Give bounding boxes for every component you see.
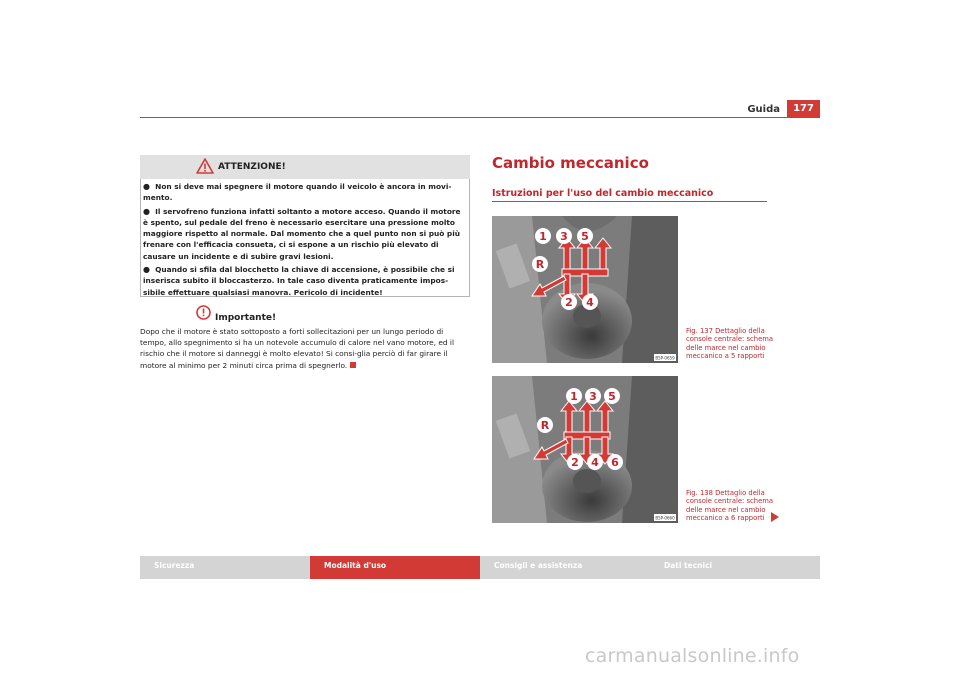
figure-code: B5P-0660 — [655, 515, 675, 521]
gear-label-3: 3 — [560, 230, 568, 243]
tab-consigli-e-assistenza[interactable]: Consigli e assistenza — [480, 556, 650, 579]
gear-label-reverse: R — [535, 258, 545, 271]
figure-caption: Fig. 137 Dettaglio della console centrale: schema delle marce nel cambio meccanico a 5 rapporti — [686, 327, 774, 360]
tab-dati-tecnici[interactable]: Dati tecnici — [650, 556, 820, 579]
important-text: Dopo che il motore è stato sottoposto a forti sollecitazioni per un lungo periodo di tempo, allo spegnimento si ha un notevole accumulo di calore nel vano motore, ed il rischio che il motore si danneggi è molto elevato! Si consi-glia perciò di far girare il motore al minimo per 2 minuti circa prima di spegnerlo. — [140, 327, 455, 370]
figure-caption: Fig. 138 Dettaglio della console centrale: schema delle marce nel cambio meccanico a 6 rapporti — [686, 489, 774, 522]
warning-title: ATTENZIONE! — [218, 162, 286, 172]
gear-label-5: 5 — [608, 390, 616, 403]
page-number: 177 — [787, 100, 820, 118]
tab-modalita-duso[interactable]: Modalità d'uso — [310, 556, 480, 579]
gear-label-1: 1 — [539, 230, 547, 243]
important-title: Importante! — [215, 313, 277, 323]
next-page-arrow-icon[interactable] — [770, 511, 780, 523]
warning-triangle-icon — [196, 158, 214, 174]
gear-label-reverse: R — [540, 419, 550, 432]
bullet-icon: ● — [143, 206, 150, 216]
gear-label-4: 4 — [586, 296, 594, 309]
warning-text — [143, 181, 468, 300]
warning-item: ● Non si deve mai spegnere il motore quando il veicolo è ancora in movi-mento. — [143, 182, 452, 203]
section-subtitle: Istruzioni per l'uso del cambio meccanico — [492, 188, 714, 199]
gear-label-2: 2 — [565, 296, 573, 309]
bullet-icon: ● — [143, 182, 150, 191]
gear-diagram-5-speed — [492, 216, 678, 363]
gear-label-4: 4 — [591, 456, 599, 469]
footer-nav — [140, 556, 820, 579]
important-icon — [196, 305, 211, 320]
end-marker-icon — [350, 362, 356, 368]
gear-label-6: 6 — [611, 456, 619, 469]
warning-item: ● Il servofreno funziona infatti soltanto a motore acceso. Quando il motore è spento, sul pedale del freno è necessario esercitare una pressione molto maggiore rispetto al normale. Dal momento che a quel punto non si può più frenare con l'efficacia consueta, ci si espone a un rischio più elevato di causare un incidente e di subire gravi lesioni. — [143, 206, 461, 261]
gear-label-3: 3 — [589, 390, 597, 403]
subtitle-rule — [492, 201, 767, 202]
gear-diagram-6-speed — [492, 376, 678, 523]
warning-header — [140, 155, 470, 179]
tab-sicurezza[interactable]: Sicurezza — [140, 556, 310, 579]
header-section: Guida — [747, 104, 780, 115]
figure-code: B5P-0659 — [655, 355, 675, 361]
header-rule — [140, 117, 820, 118]
gear-label-5: 5 — [581, 230, 589, 243]
section-title: Cambio meccanico — [492, 154, 649, 172]
bullet-icon: ● — [143, 265, 150, 275]
watermark: carmanualsonline.info — [585, 645, 800, 667]
warning-item: ● Quando si sfila dal blocchetto la chiave di accensione, è possibile che si inserisca subito il bloccasterzo. In tale caso diventa praticamente impos-sibile effettuare qualsiasi manovra. Pericolo di incidente! — [143, 265, 455, 297]
gear-label-2: 2 — [571, 456, 579, 469]
gear-label-1: 1 — [570, 390, 578, 403]
